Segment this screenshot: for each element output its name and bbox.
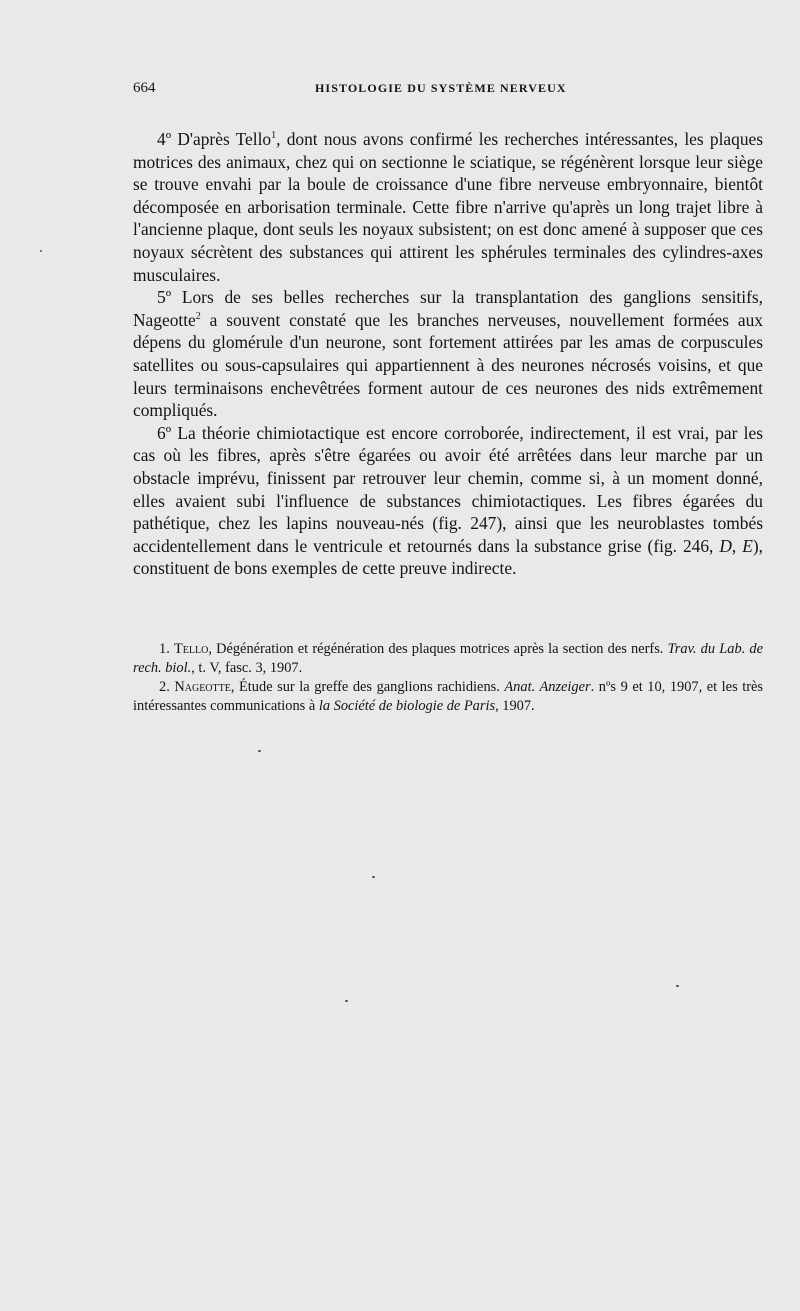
- footnote-journal: Anat. Anzeiger: [504, 679, 591, 695]
- page-number: 664: [133, 80, 156, 96]
- paper-speck: [676, 985, 679, 987]
- footnote-text-end: , 1907.: [495, 698, 535, 714]
- paragraph-text: , dont nous avons confirmé les recherches intéressantes, les plaques motrices des animaux, chez qui on sectionne le sciatique, se régénèrent lorsque leur siège se trouve envahi par la boule de croissance d'une fibre nerveuse embryonnaire, bientôt décomposée en arborisation terminale. Cette fibre n'arrive qu'après un long trajet libre à l'ancienne plaque, dont seuls les noyaux subsistent; on est donc amené à supposer que ces noyaux sécrètent des substances qui attirent les sphérules terminales des cylindres-axes musculaires.: [133, 129, 764, 285]
- paper-speck: [345, 1000, 348, 1002]
- paragraph-5: [133, 286, 763, 422]
- footnote-journal: Trav. du Lab. de rech. biol.: [133, 641, 763, 676]
- running-title: HISTOLOGIE DU SYSTÈME NERVEUX: [315, 81, 567, 95]
- footnote-author: Nageotte: [174, 679, 231, 695]
- paper-speck: [372, 876, 375, 878]
- paragraph-6: [133, 422, 763, 580]
- footnote-ref-2: 2: [195, 310, 201, 322]
- paragraph-text: 6º La théorie chimiotactique est encore corroborée, indirectement, il est vrai, par les cas où les fibres, après s'être égarées ou avoir été arrêtées dans leur marche par un obstacle imprévu, finissent par retrouver leur chemin, comme si, à un moment donné, elles avaient subi l'influence de substances chimiotactiques. Les fibres égarées du pathétique, chez les lapins nouveau-nés (fig. 247), ainsi que les neuroblastes tombés accidentellement dans le ventricule et retournés dans la substance grise (fig. 246,: [133, 422, 763, 556]
- paragraph-lead: 4º D'après Tello: [157, 129, 272, 149]
- page-header: [133, 80, 763, 104]
- paragraph-4: [133, 128, 763, 286]
- footnote-number: 2.: [159, 679, 175, 695]
- footnote-text: , Étude sur la greffe des ganglions rachidiens.: [230, 679, 505, 695]
- body-text: [133, 128, 763, 580]
- footnote-text-middle: . nºs 9 et 10, 1907, et les très intéressantes communications à: [133, 679, 764, 714]
- paper-speck: [258, 750, 261, 752]
- footnote-author: Tello: [173, 641, 209, 657]
- label-separator: ,: [731, 535, 743, 556]
- footnote-2: [133, 678, 763, 716]
- footnote-text-end: , t. V, fasc. 3, 1907.: [191, 660, 303, 676]
- footnote-number: 1.: [159, 641, 174, 657]
- footnote-ref-1: 1: [271, 130, 277, 142]
- figure-label-e: E: [742, 535, 753, 556]
- paragraph-lead: 5º Lors de ses belles recherches sur la transplantation des ganglions sensitifs, Nageotte: [133, 287, 763, 330]
- footnotes: [133, 640, 763, 716]
- footnote-text: , Dégénération et régénération des plaques motrices après la section des nerfs.: [208, 641, 668, 657]
- footnote-1: [133, 640, 763, 678]
- paper-speck: [40, 250, 42, 252]
- footnote-society: la Société de biologie de Paris: [318, 698, 496, 714]
- figure-label-d: D: [719, 535, 732, 556]
- paragraph-text-end: ), constituent de bons exemples de cette preuve indirecte.: [133, 535, 764, 579]
- paragraph-text: a souvent constaté que les branches nerveuses, nouvellement formées aux dépens du glomérule d'un neurone, sont fortement attirées par les amas de corpuscules satellites ou sous-capsulaires qui appartiennent à des neurones nécrosés voisins, et que leurs terminaisons enchevêtrées forment autour de ces neurones des nids extrêmement compliqués.: [133, 309, 763, 421]
